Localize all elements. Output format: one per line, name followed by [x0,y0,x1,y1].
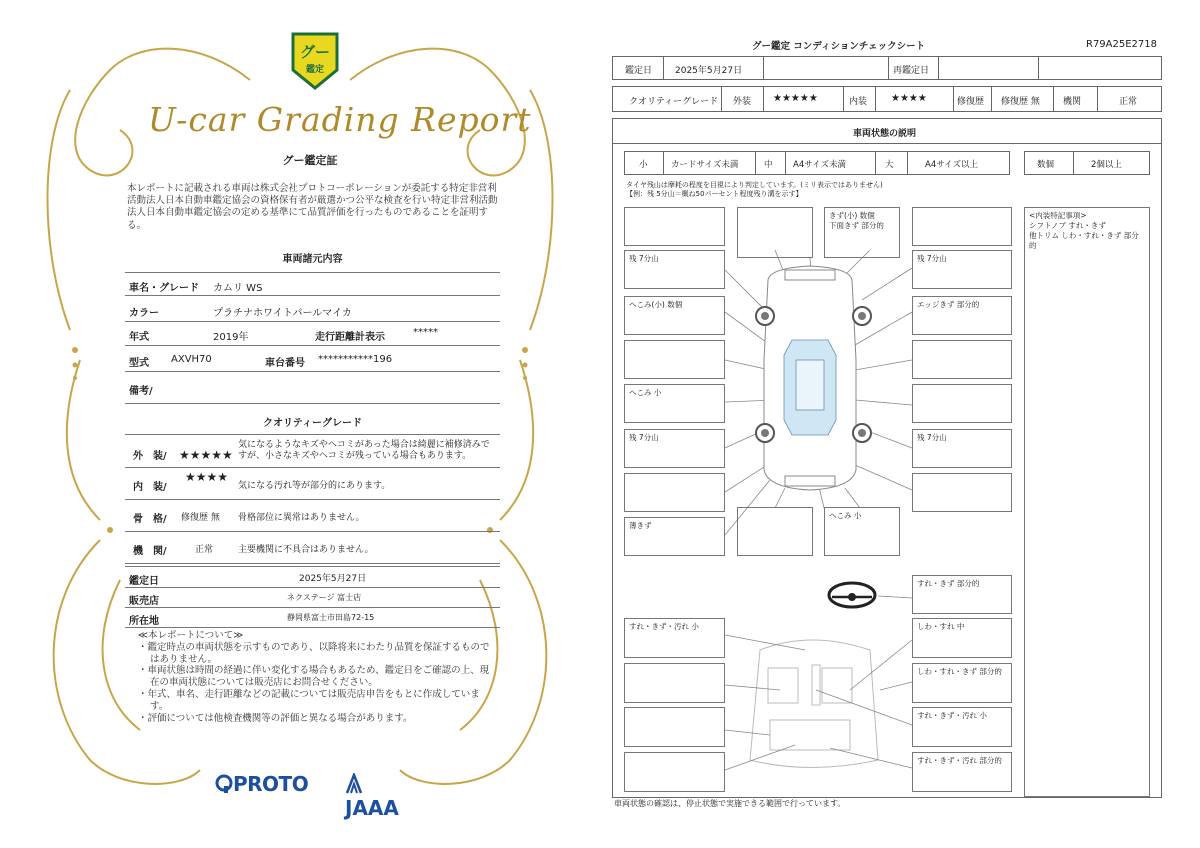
info-row-dealer [125,588,500,608]
proto-mark-icon [215,774,233,794]
count-desc: 2個以上 [1091,160,1122,170]
int-stars: ★★★★ [891,93,927,104]
comment-box-top: きず(小) 数個 下面きず 部分的 [824,207,900,258]
interior-special-notes [1024,207,1150,797]
ext-stars: ★★★★★ [773,93,818,104]
grade-row-engine [125,532,500,564]
reinspect-label: 再鑑定日 [893,66,930,76]
jaaa-mark-icon [345,773,363,795]
repair-value: 修復歴 無 [1001,97,1040,107]
spec-row-year [125,322,500,346]
size-mid-desc: A4サイズ未満 [793,160,847,170]
model-label: 型式 [129,358,149,369]
comment-box-right: エッジきず 部分的 [912,296,1012,335]
condition-check-sheet [600,0,1200,848]
year-value: 2019年 [213,332,249,343]
spec-row-color [125,296,500,322]
exterior-stars: ★★★★★ [179,448,233,462]
engine-value: 正常 [195,545,214,555]
int-label: 内装 [849,97,868,107]
comment-box-top [912,207,1012,246]
interior-box-left [624,752,725,792]
report-notes [138,630,498,724]
grade-row-exterior [125,434,500,468]
interior-box-right: しわ・すれ 中 [912,618,1012,658]
tire-note-example: 【例：残 5分山＝概ね50パーセント程度残り溝を示す】 [626,190,803,198]
logo-goo-text: グー [299,43,331,61]
dealer-label: 販売店 [129,596,159,607]
comment-box-right: 残 7分山 [912,429,1012,468]
inspection-date-value: 2025年5月27日 [299,574,367,584]
inspection-date-label: 鑑定日 [129,576,159,587]
comment-box-left: 残 7分山 [624,250,725,289]
interior-diagram [750,640,878,768]
mileage-label: 走行距離計表示 [315,332,385,343]
dealer-value: ネクステージ 富士店 [287,593,362,602]
comment-box-right [912,473,1012,512]
size-small: 小 [639,160,648,170]
address-value: 静岡県富士市田島72-15 [287,613,375,622]
spec-heading: 車両諸元内容 [282,254,343,265]
size-mid: 中 [764,160,773,170]
grade-row-frame [125,500,500,532]
mileage-value: ***** [413,327,438,338]
sheet-date-label: 鑑定日 [625,66,653,76]
spec-row-name [125,272,500,296]
exterior-text: 気になるようなキズやヘコミがあった場合は綺麗に補修済みですが、小さなキズやヘコミが残っている場合もあります。 [238,440,490,461]
proto-logo: PROTO [215,772,308,796]
size-large: 大 [885,160,894,170]
certificate-intro: 本レポートに記載される車両は株式会社プロトコーポレーションが委託する特定非営利活動法人日本自動車鑑定協会の資格保有者が厳選かつ公平な検査を行い特定非営利活動法人日本自動車鑑定協会の定める基準にて品質評価を行ったものであることを証明する。 [127,183,498,231]
grade-row-interior [125,468,500,500]
notes-title: ≪本レポートについて≫ [138,630,244,641]
info-row-address [125,608,500,628]
comment-box-bottom: へこみ 小 [824,507,900,556]
grade-label: クオリティーグレード [629,97,719,107]
name-label: 車名・グレード [129,283,199,294]
comment-box-left: へこみ(小) 数個 [624,296,725,335]
interior-box-right: すれ・きず・汚れ 小 [912,707,1012,747]
interior-stars: ★★★★ [185,470,229,484]
engine-label: 機 関/ [133,546,167,557]
note-item: ・年式、車名、走行距離などの記載については販売店申告をもとに作成しています。 [138,688,480,712]
comment-box-right [912,340,1012,379]
frame-label: 骨 格/ [133,514,167,525]
spec-row-model [125,346,500,372]
frame-text: 骨格部位に異常はありません。 [238,513,365,523]
sheet-engine-value: 正常 [1119,97,1138,107]
tire-note: タイヤ残山は摩耗の程度を目視により判定しています。(ミリ表示ではありません) [626,181,883,189]
steering-wheel-icon [829,583,875,607]
engine-text: 主要機関に不具合はありません。 [238,545,374,555]
sheet-footer-note: 車両状態の確認は、停止状態で実施できる範囲で行っています。 [614,799,846,808]
comment-box-right: 残 7分山 [912,250,1012,289]
grade-heading: クオリティーグレード [263,418,362,429]
interior-label: 内 装/ [133,482,167,493]
special-note-line: シフトノブ すれ・きず [1029,221,1106,230]
script-title: U-car Grading Report [148,100,532,139]
svg-text:鑑定: 鑑定 [305,65,325,75]
section-title: 車両状態の説明 [853,129,917,139]
exterior-label: 外 装/ [133,451,167,462]
interior-box-right: しわ・すれ・きず 部分的 [912,663,1012,703]
ext-label: 外装 [733,97,752,107]
interior-box-left [624,707,725,747]
special-note-line: 他トリム しわ・すれ・きず 部分的 [1029,231,1139,250]
remarks-label: 備考/ [129,386,153,397]
size-small-desc: カードサイズ未満 [671,160,739,170]
note-item: ・車両状態は時間の経過に伴い変化する場合もあるため、鑑定日をご確認の上、現在の車両状態については販売店にお問合せください。 [138,665,490,689]
comment-box-left [624,473,725,512]
sheet-date-value: 2025年5月27日 [675,66,743,76]
model-value: AXVH70 [171,354,212,365]
address-label: 所在地 [129,616,159,627]
name-value: カムリ WS [213,283,263,294]
goo-kantei-logo [287,30,343,92]
interior-box-left: すれ・きず・汚れ 小 [624,618,725,658]
info-row-date [125,566,500,588]
footer-logos [215,770,415,820]
comment-box-bottom [737,507,813,556]
interior-box-right: すれ・きず・汚れ 部分的 [912,752,1012,792]
note-item: ・鑑定時点の車両状態を示すものであり、以降将来にわたり品質を保証するものではありません。 [138,641,490,665]
interior-box-left [624,663,725,703]
size-large-desc: A4サイズ以上 [925,160,979,170]
repair-label: 修復歴 [957,97,985,107]
comment-box-left [624,207,725,246]
interior-text: 気になる汚れ等が部分的にあります。 [238,481,391,491]
color-label: カラー [129,308,159,319]
comment-box-left [624,340,725,379]
certificate-title: グー鑑定証 [282,154,338,167]
comment-box-top [737,207,813,258]
frame-value: 修復歴 無 [181,513,220,523]
sheet-code: R79A25E2718 [1086,39,1158,50]
color-value: プラチナホワイトパールマイカ [213,308,352,319]
note-item: ・評価については他検査機関等の評価と異なる場合があります。 [138,712,413,724]
comment-box-left: 薄きず [624,517,725,556]
year-label: 年式 [129,332,149,343]
comment-box-right [912,384,1012,423]
sheet-engine-label: 機関 [1063,97,1082,107]
sheet-title: グー鑑定 コンディションチェックシート [752,41,926,52]
count-label: 数個 [1037,160,1055,170]
interior-box-right: すれ・きず 部分的 [912,575,1012,614]
chassis-label: 車台番号 [265,358,305,369]
comment-box-left: へこみ 小 [624,384,725,423]
jaaa-logo: JAAA [345,772,415,820]
comment-box-left: 残 7分山 [624,429,725,468]
spec-row-remarks [125,372,500,404]
special-notes-title: <内装特記事項> [1029,211,1087,220]
chassis-value: ***********196 [318,354,393,365]
